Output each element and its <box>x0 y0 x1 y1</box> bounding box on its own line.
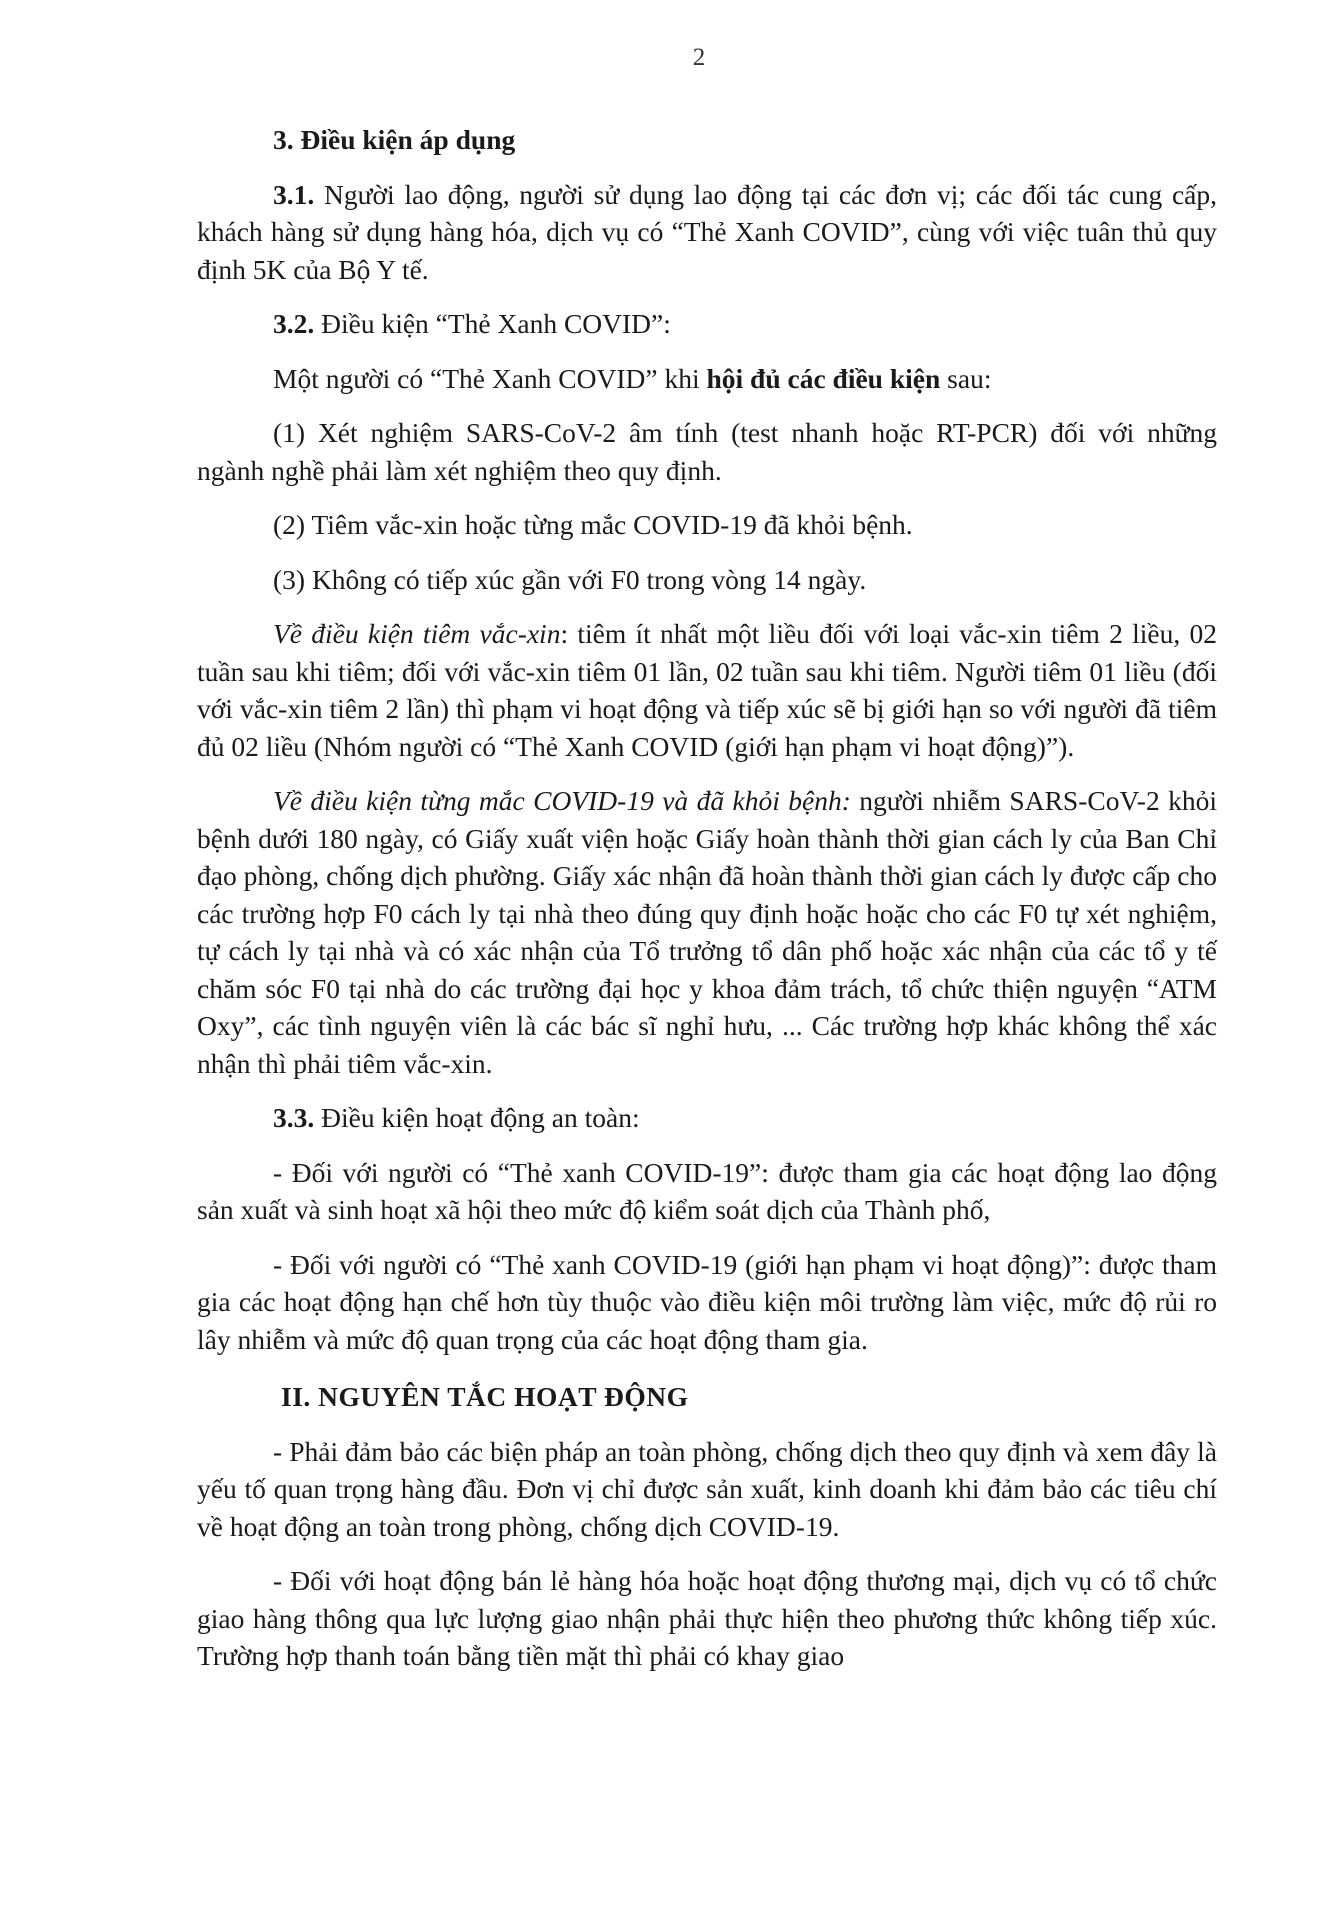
safe-operation-1: - Đối với người có “Thẻ xanh COVID-19”: được tham gia các hoạt động lao động sản xuất và sinh hoạt xã hội theo mức độ kiểm soát dịch của Thành phố, <box>197 1156 1217 1225</box>
condition-intro-emphasis: hội đủ các điều kiện <box>706 362 941 394</box>
recovered-condition-text: người nhiễm SARS-CoV-2 khỏi bệnh dưới 180 ngày, có Giấy xuất viện hoặc Giấy hoàn thành thời gian cách ly của Ban Chỉ đạo phòng, chống dịch phường. Giấy xác nhận đã hoàn thành thời gian cách ly được cấp cho các trường hợp F0 cách ly tại nhà theo đúng quy định hoặc hoặc cho các F0 tự xét nghiệm, tự cách ly tại nhà và có xác nhận của Tổ trưởng tổ dân phố hoặc xác nhận của các tổ y tế chăm sóc F0 tại nhà do các trường đại học y khoa đảm trách, tổ chức thiện nguyện “ATM Oxy”, các tình nguyện viên là các bác sĩ nghỉ hưu, ... Các trường hợp khác không thể xác nhận thì phải tiêm vắc-xin. <box>197 785 1218 1079</box>
principle-2: - Đối với hoạt động bán lẻ hàng hóa hoặc hoạt động thương mại, dịch vụ có tổ chức giao hàng thông qua lực lượng giao nhận phải thực hiện theo phương thức không tiếp xúc. Trường hợp thanh toán bằng tiền mặt thì phải có khay giao <box>197 1565 1217 1671</box>
paragraph-3-3-number: 3.3. <box>273 1102 315 1133</box>
recovered-condition <box>197 782 1217 1082</box>
condition-intro-suffix: sau: <box>940 362 992 394</box>
condition-intro-text: Một người có “Thẻ Xanh COVID” khi <box>273 362 707 394</box>
paragraph-3-1-number: 3.1. <box>273 178 315 210</box>
condition-1: (1) Xét nghiệm SARS-CoV-2 âm tính (test nhanh hoặc RT-PCR) đối với những ngành nghề phải làm xét nghiệm theo quy định. <box>197 417 1217 486</box>
principle-1: - Phải đảm bảo các biện pháp an toàn phòng, chống dịch theo quy định và xem đây là yếu tố quan trọng hàng đầu. Đơn vị chỉ được sản xuất, kinh doanh khi đảm bảo các tiêu chí về hoạt động an toàn trong phòng, chống dịch COVID-19. <box>197 1435 1217 1542</box>
vaccine-condition-text: : tiêm ít nhất một liều đối với loại vắc-xin tiêm 2 liều, 02 tuần sau khi tiêm; đối với vắc-xin tiêm 01 lần, 02 tuần sau khi tiêm. Người tiêm 01 liều (đối với vắc-xin tiêm 2 lần) thì phạm vi hoạt động và tiếp xúc sẽ bị giới hạn so với người đã tiêm đủ 02 liều (Nhóm người có “Thẻ Xanh COVID (giới hạn phạm vi hoạt động)”). <box>197 618 1217 762</box>
paragraph-3-3-text: Điều kiện hoạt động an toàn: <box>314 1102 640 1133</box>
recovered-condition-label: Về điều kiện từng mắc COVID-19 và đã khỏi bệnh: <box>273 785 851 816</box>
section-3-heading: 3. Điều kiện áp dụng <box>273 124 516 155</box>
condition-3: (3) Không có tiếp xúc gần với F0 trong vòng 14 ngày. <box>273 563 867 595</box>
condition-intro <box>197 360 1217 398</box>
paragraph-3-2-number: 3.2. <box>273 308 315 339</box>
paragraph-3-1-text: Người lao động, người sử dụng lao động tại các đơn vị; các đối tác cung cấp, khách hàng sử dụng hàng hóa, dịch vụ có “Thẻ Xanh COVID”, cùng với việc tuân thủ quy định 5K của Bộ Y tế. <box>197 178 1217 285</box>
section-ii-heading: II. NGUYÊN TẮC HOẠT ĐỘNG <box>281 1381 689 1412</box>
paragraph-3-2 <box>197 305 1217 343</box>
safe-operation-2: - Đối với người có “Thẻ xanh COVID-19 (giới hạn phạm vi hoạt động)”: được tham gia các hoạt động hạn chế hơn tùy thuộc vào điều kiện môi trường làm việc, mức độ rủi ro lây nhiễm và mức độ quan trọng của các hoạt động tham gia. <box>197 1248 1217 1355</box>
page-number: 2 <box>692 44 706 71</box>
vaccine-condition <box>197 615 1217 765</box>
paragraph-3-3 <box>197 1099 1217 1137</box>
paragraph-3-1 <box>197 176 1217 289</box>
vaccine-condition-label: Về điều kiện tiêm vắc-xin <box>273 618 561 649</box>
paragraph-3-2-text: Điều kiện “Thẻ Xanh COVID”: <box>314 308 671 339</box>
document-body <box>197 121 1217 1675</box>
condition-2: (2) Tiêm vắc-xin hoặc từng mắc COVID-19 đã khỏi bệnh. <box>273 509 913 540</box>
